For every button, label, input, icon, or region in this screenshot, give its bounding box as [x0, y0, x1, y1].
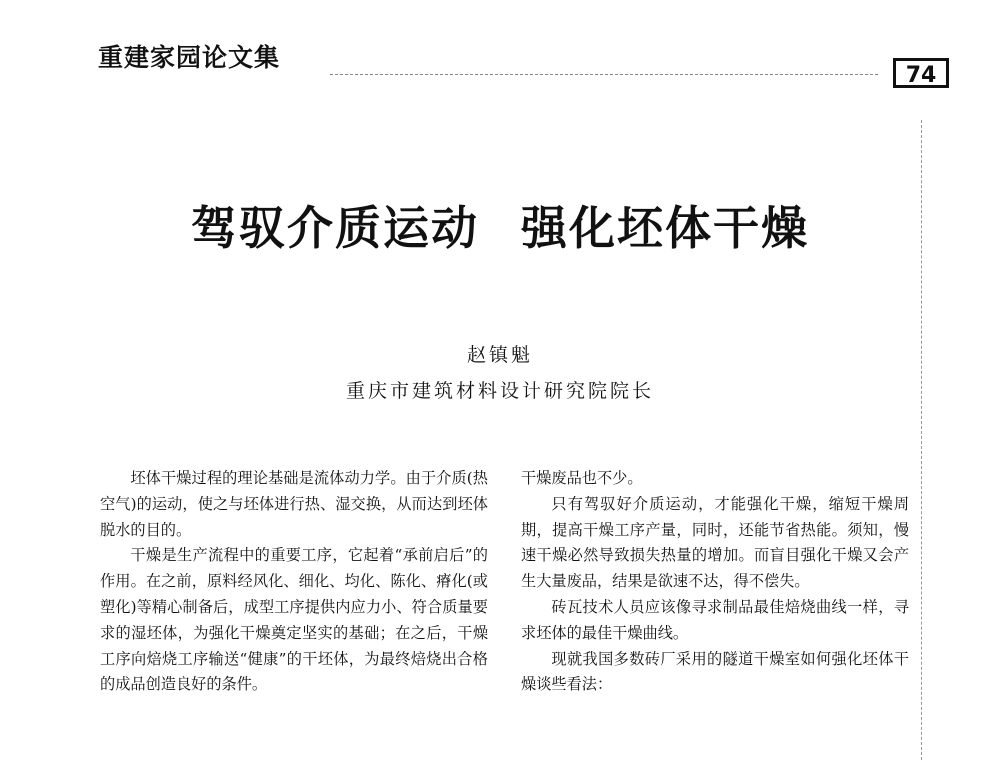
author-name: 赵镇魁 — [466, 344, 533, 366]
paragraph-continuation: 干燥废品也不少。 — [521, 469, 643, 487]
paragraph: 干燥是生产流程中的重要工序，它起着“承前启后”的作用。在之前，原料经风化、细化、均化、陈化、瘠化(或塑化)等精心制备后，成型工序提供内应力小、符合质量要求的湿坯体，为强化干燥奠定坚实的基础；在之后，干燥工序向焙烧工序输送“健康”的干坯体，为最终焙烧出合格的成品创造良好的条件。 — [100, 546, 488, 694]
header-rule — [330, 74, 878, 75]
paragraph: 砖瓦技术人员应该像寻求制品最佳焙烧曲线一样，寻求坯体的最佳干燥曲线。 — [521, 597, 909, 642]
author-affiliation: 重庆市建筑材料设计研究院院长 — [345, 380, 654, 402]
paragraph: 现就我国多数砖厂采用的隧道干燥室如何强化坯体干燥谈些看法： — [521, 649, 909, 694]
title-part-1: 驾驭介质运动 — [191, 201, 479, 255]
page-number: 74 — [893, 58, 949, 88]
left-column — [100, 466, 488, 698]
paragraph: 坯体干燥过程的理论基础是流体动力学。由于介质(热空气)的运动，使之与坯体进行热、湿交换，从而达到坯体脱水的目的。 — [100, 469, 488, 539]
title-part-2: 强化坯体干燥 — [521, 201, 809, 255]
series-title: 重建家园论文集 — [98, 43, 281, 72]
article-title — [0, 192, 1000, 258]
right-column — [521, 466, 909, 698]
paragraph: 只有驾驭好介质运动，才能强化干燥，缩短干燥周期，提高干燥工序产量，同时，还能节省热能。须知，慢速干燥必然导致损失热量的增加。而盲目强化干燥又会产生大量废品，结果是欲速不达，得不偿失。 — [521, 494, 909, 591]
